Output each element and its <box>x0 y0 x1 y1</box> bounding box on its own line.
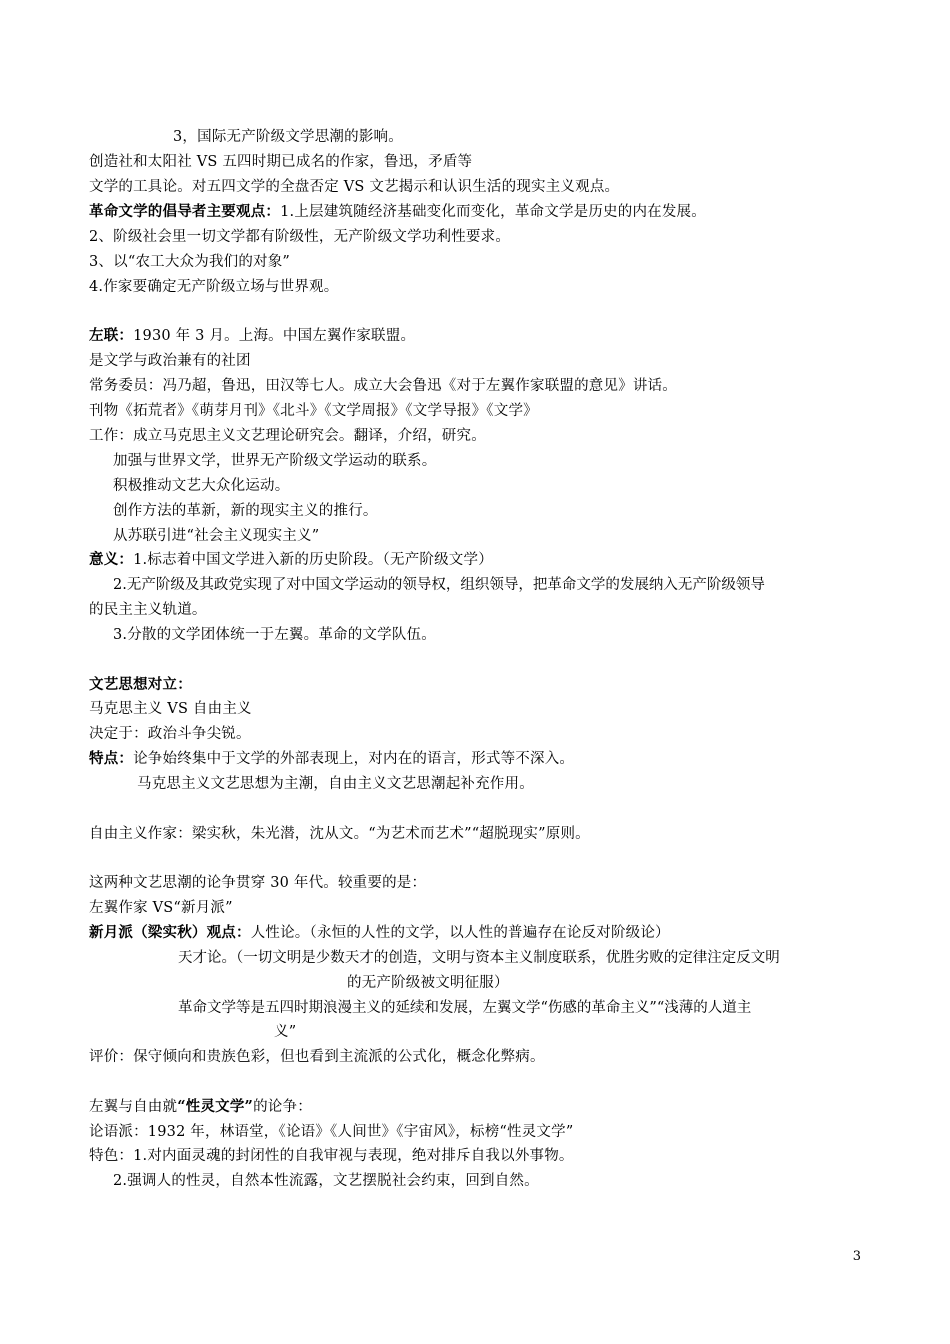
text-line: 革命文学等是五四时期浪漫主义的延续和发展，左翼文学“伤感的革命主义”“浅薄的人道主 <box>178 1000 752 1016</box>
text-line: 4.作家要确定无产阶级立场与世界观。 <box>89 279 339 295</box>
text-line: 马克思主义文艺思想为主潮，自由主义文艺思潮起补充作用。 <box>137 776 534 792</box>
bold-label: 左联： <box>89 327 134 344</box>
text-line: 这两种文艺思潮的论争贯穿 30 年代。较重要的是： <box>89 875 427 891</box>
text-line: 创作方法的革新，新的现实主义的推行。 <box>113 503 378 519</box>
text-line: 工作：成立马克思主义文艺理论研究会。翻译，介绍，研究。 <box>89 428 486 444</box>
text-line: 天才论。（一切文明是少数天才的创造，文明与资本主义制度联系，优胜劣败的定律注定反文明 <box>178 950 780 966</box>
text-line: 左联：1930 年 3 月。上海。中国左翼作家联盟。 <box>89 327 416 344</box>
text-line: 刊物《拓荒者》《萌芽月刊》《北斗》《文学周报》《文学导报》《文学》 <box>89 403 538 419</box>
bold-label: 特点： <box>89 750 134 767</box>
text-line: 特点：论争始终集中于文学的外部表现上，对内在的语言，形式等不深入。 <box>89 750 575 767</box>
text-line: 文学的工具论。对五四文学的全盘否定 VS 文艺揭示和认识生活的现实主义观点。 <box>89 179 620 195</box>
text-line: 马克思主义 VS 自由主义 <box>89 701 252 717</box>
text-line: 2.无产阶级及其政党实现了对中国文学运动的领导权，组织领导，把革命文学的发展纳入无产阶级领导 <box>113 577 765 593</box>
text-line: 左翼作家 VS“新月派” <box>89 900 233 916</box>
text-line: 评价：保守倾向和贵族色彩，但也看到主流派的公式化，概念化弊病。 <box>89 1049 545 1065</box>
text-line: 自由主义作家：梁实秋，朱光潜，沈从文。“为艺术而艺术”“超脱现实”原则。 <box>89 826 590 842</box>
page-number: 3 <box>852 1249 861 1264</box>
text-line: 的民主主义轨道。 <box>89 602 207 618</box>
text-line: 左翼与自由就“性灵文学”的论争： <box>89 1098 312 1115</box>
text-line: 特色：1.对内面灵魂的封闭性的自我审视与表现，绝对排斥自我以外事物。 <box>89 1148 574 1164</box>
text-line: 的无产阶级被文明征服） <box>347 975 509 991</box>
text-line: 意义：1.标志着中国文学进入新的历史阶段。（无产阶级文学） <box>89 551 493 568</box>
text-line: 2.强调人的性灵，自然本性流露，文艺摆脱社会约束，回到自然。 <box>113 1173 539 1189</box>
text-line <box>89 676 192 694</box>
text-line: 2、阶级社会里一切文学都有阶级性，无产阶级文学功利性要求。 <box>89 229 511 245</box>
text-line: 积极推动文艺大众化运动。 <box>113 478 290 494</box>
text-line: 新月派（梁实秋）观点：人性论。（永恒的人性的文学，以人性的普遍存在论反对阶级论） <box>89 924 670 941</box>
section-heading: 文艺思想对立： <box>89 676 192 693</box>
bold-label: 意义： <box>89 551 134 568</box>
bold-label: 革命文学的倡导者主要观点： <box>89 203 281 220</box>
text-line: 3，国际无产阶级文学思潮的影响。 <box>173 129 403 145</box>
text-line: 创造社和太阳社 VS 五四时期已成名的作家，鲁迅，矛盾等 <box>89 154 473 170</box>
text-line: 是文学与政治兼有的社团 <box>89 353 251 369</box>
bold-label: 新月派（梁实秋）观点： <box>89 924 251 941</box>
text-line: 加强与世界文学，世界无产阶级文学运动的联系。 <box>113 453 437 469</box>
text-line: 论语派：1932 年，林语堂，《论语》《人间世》《宇宙风》，标榜“性灵文学” <box>89 1124 574 1140</box>
text-line: 义” <box>274 1024 297 1040</box>
text-line: 3、以“农工大众为我们的对象” <box>89 254 291 270</box>
text-line: 3.分散的文学团体统一于左翼。革命的文学队伍。 <box>113 627 436 643</box>
text-line: 常务委员：冯乃超，鲁迅，田汉等七人。成立大会鲁迅《对于左翼作家联盟的意见》讲话。 <box>89 378 677 394</box>
text-line: 决定于：政治斗争尖锐。 <box>89 726 251 742</box>
text-line: 革命文学的倡导者主要观点：1.上层建筑随经济基础变化而变化，革命文学是历史的内在发展。 <box>89 203 706 220</box>
text-line: 从苏联引进“社会主义现实主义” <box>113 528 320 544</box>
bold-term: “性灵文学” <box>177 1098 254 1115</box>
